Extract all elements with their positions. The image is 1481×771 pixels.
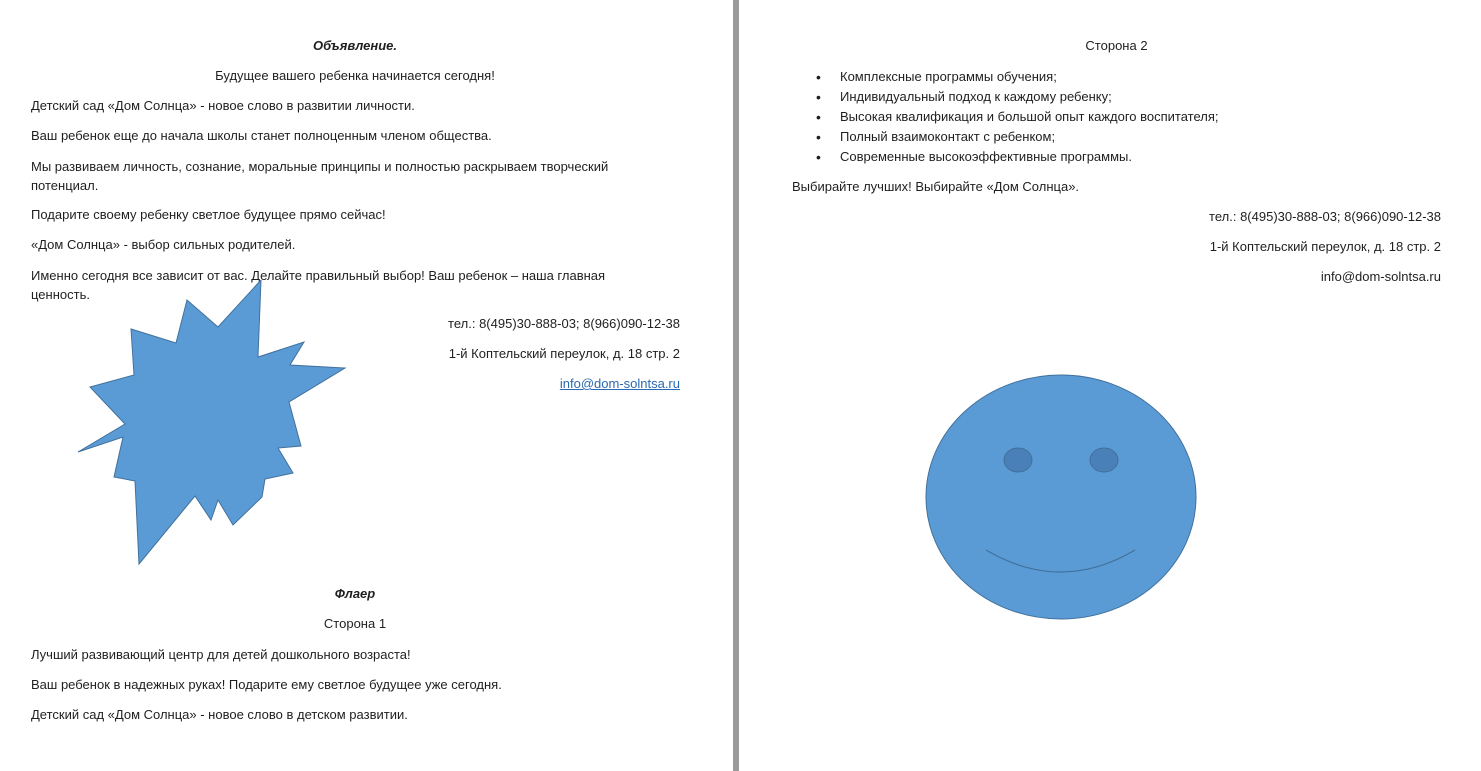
right-address: 1-й Коптельский переулок, д. 18 стр. 2 [1209,239,1441,254]
side1-paragraph: Лучший развивающий центр для детей дошкольного возраста! [31,647,411,662]
right-email: info@dom-solntsa.ru [1320,269,1441,284]
left-email-link[interactable]: info@dom-solntsa.ru [559,376,680,391]
paragraph: Именно сегодня все зависит от вас. Делайте правильный выбор! Ваш ребенок – наша главная ценность. [31,268,606,302]
smiley-face-shape [923,372,1199,624]
list-item: • Высокая квалификация и большой опыт каждого воспитателя; [792,107,1219,127]
closing-line: Выбирайте лучших! Выбирайте «Дом Солнца». [792,179,1080,194]
paragraph: «Дом Солнца» - выбор сильных родителей. [31,237,296,252]
paragraph: Подарите своему ребенку светлое будущее прямо сейчас! [31,207,386,222]
smiley-right-eye [1090,448,1118,472]
side2-title: Сторона 2 [1085,38,1148,53]
benefits-list [792,67,1219,167]
paragraph: Ваш ребенок еще до начала школы станет полноценным членом общества. [31,128,492,143]
announcement-subtitle: Будущее вашего ребенка начинается сегодня! [215,68,495,83]
list-item: • Полный взаимоконтакт с ребенком; [792,127,1219,147]
left-phone: тел.: 8(495)30-888-03; 8(966)090-12-38 [448,316,680,331]
right-page [739,0,1481,771]
left-address: 1-й Коптельский переулок, д. 18 стр. 2 [448,346,680,361]
paragraph: Детский сад «Дом Солнца» - новое слово в развитии личности. [31,98,415,113]
announcement-title: Объявление. [313,38,397,53]
left-email-wrap [300,375,680,393]
left-page [0,0,733,771]
side1-paragraph: Детский сад «Дом Солнца» - новое слово в детском развитии. [31,707,408,722]
side1-paragraph: Ваш ребенок в надежных руках! Подарите ему светлое будущее уже сегодня. [31,677,502,692]
list-item: • Современные высокоэффективные программы. [792,147,1219,167]
smiley-left-eye [1004,448,1032,472]
smiley-face-circle [926,375,1196,619]
list-item: • Комплексные программы обучения; [792,67,1219,87]
flyer-title: Флаер [334,586,376,601]
list-item: • Индивидуальный подход к каждому ребенку; [792,87,1219,107]
side1-title: Сторона 1 [323,616,387,631]
right-phone: тел.: 8(495)30-888-03; 8(966)090-12-38 [1209,209,1441,224]
paragraph: Мы развиваем личность, сознание, моральные принципы и полностью раскрываем творческий потенциал. [31,159,609,193]
